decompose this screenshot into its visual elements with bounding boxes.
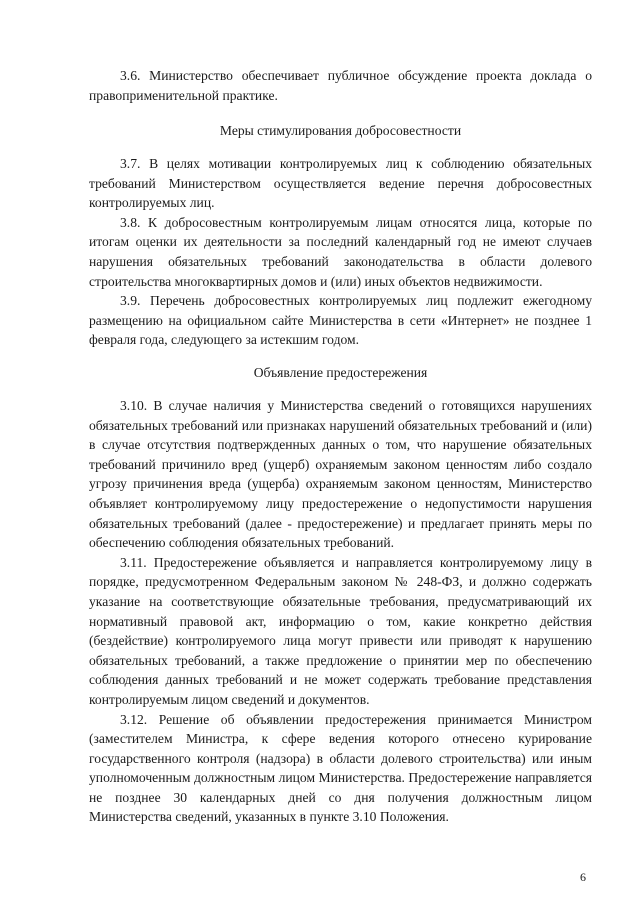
- paragraph-3-11: 3.11. Предостережение объявляется и направляется контролируемому лицу в порядке, предусмотренном Федеральным законом № 248-ФЗ, и должно содержать указание на соответствующие обязательные требования, предусматривающий их нормативный правовой акт, информацию о том, какие конкретно действия (бездействие) контролируемого лица могут привести или приводят к нарушению обязательных требований, а также предложение о принятии мер по обеспечению соблюдения данных требований и не может содержать требование представления контролируемым лицом сведений и документов.: [89, 554, 592, 707]
- paragraph-3-6: 3.6. Министерство обеспечивает публичное обсуждение проекта доклада о правоприменительной практике.: [89, 68, 592, 103]
- section-heading-warning: Объявление предостережения: [253, 365, 428, 380]
- paragraph-3-9: 3.9. Перечень добросовестных контролируемых лиц подлежит ежегодному размещению на официальном сайте Министерства в сети «Интернет» не позднее 1 февраля года, следующего за истекшим годом.: [89, 293, 592, 348]
- paragraph-block-top: [89, 66, 592, 105]
- paragraph-3-8: 3.8. К добросовестным контролируемым лицам относятся лица, которые по итогам оценки их деятельности за последний календарный год не имеют случаев нарушения обязательных требований законодательства в области долевого строительства многоквартирных домов и (или) иных объектов недвижимости.: [89, 214, 592, 289]
- section-heading-good-faith: Меры стимулирования добросовестности: [219, 123, 462, 138]
- paragraph-block-mid: [89, 154, 592, 350]
- paragraph-3-10: 3.10. В случае наличия у Министерства сведений о готовящихся нарушениях обязательных требований или признаках нарушений обязательных требований и (или) в случае отсутствия подтвержденных данных о том, что нарушение обязательных требований причинило вред (ущерб) охраняемым законом ценностям либо создало угрозу причинения вреда (ущерба) охраняемым законом ценностям, Министерство объявляет контролируемому лицу предостережение о недопустимости нарушения обязательных требований (далее - предостережение) и предлагает принять меры по обеспечению соблюдения обязательных требований.: [89, 398, 592, 551]
- paragraph-3-7: 3.7. В целях мотивации контролируемых лиц к соблюдению обязательных требований Министерством осуществляется ведение перечня добросовестных контролируемых лиц.: [89, 156, 592, 211]
- paragraph-block-bottom: [89, 396, 592, 827]
- paragraph-3-12: 3.12. Решение об объявлении предостережения принимается Министром (заместителем Министра, к сфере ведения которого отнесено курирование государственного контроля (надзора) в области долевого строительства) или иным уполномоченным должностным лицом Министерства. Предостережение направляется не позднее 30 календарных дней со дня получения должностным лицом Министерства сведений, указанных в пункте 3.10 Положения.: [89, 711, 592, 825]
- page-number: 6: [580, 870, 586, 884]
